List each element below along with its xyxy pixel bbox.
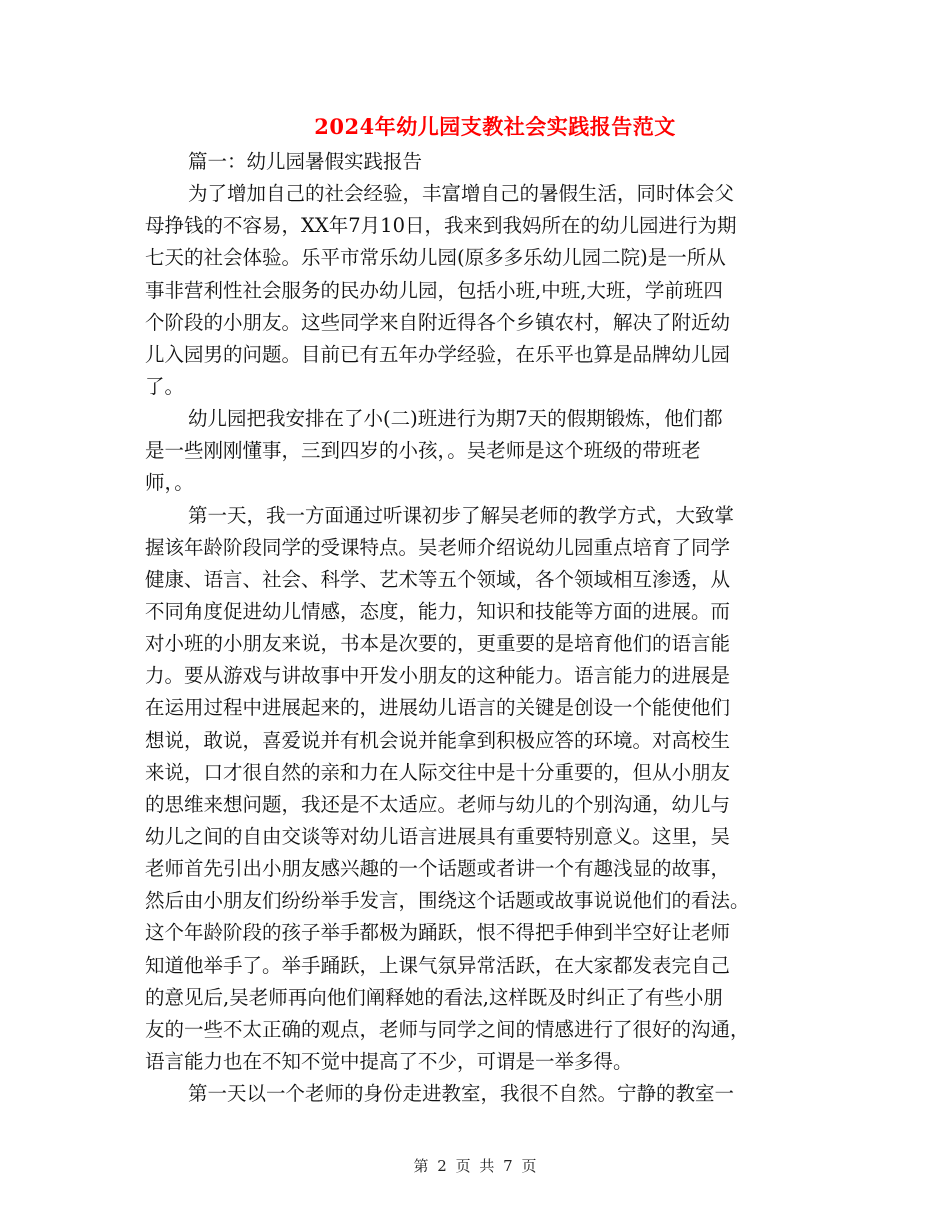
- text-line: 幼儿之间的自由交谈等对幼儿语言进展具有重要特别意义。这里，吴: [145, 824, 731, 848]
- text-line: 幼儿园把我安排在了小(二)班进行为期7天的假期锻炼，他们都: [188, 407, 723, 431]
- text-line: 对小班的小朋友来说，书本是次要的，更重要的是培育他们的语言能: [145, 632, 731, 656]
- text-line: 来说，口才很自然的亲和力在人际交往中是十分重要的，但从小朋友: [145, 760, 731, 784]
- text-line: 友的一些不太正确的观点，老师与同学之间的情感进行了很好的沟通，: [145, 1017, 750, 1041]
- text-line: 七天的社会体验。乐平市常乐幼儿园(原多多乐幼儿园二院)是一所从: [145, 246, 726, 270]
- text-line: 老师首先引出小朋友感兴趣的一个话题或者讲一个有趣浅显的故事，: [145, 857, 731, 881]
- page-footer: 第 2 页 共 7 页: [413, 1157, 537, 1175]
- text-line: 健康、语言、社会、科学、艺术等五个领域，各个领域相互渗透，从: [145, 567, 731, 591]
- text-line: 第一天，我一方面通过听课初步了解吴老师的教学方式，大致掌: [188, 503, 735, 527]
- text-line: 的思维来想问题，我还是不太适应。老师与幼儿的个别沟通，幼儿与: [145, 792, 731, 816]
- text-line: 为了增加自己的社会经验，丰富增自己的暑假生活，同时体会父: [188, 182, 735, 206]
- text-line: 力。要从游戏与讲故事中开发小朋友的这种能力。语言能力的进展是: [145, 664, 731, 688]
- text-line: 篇一：幼儿园暑假实践报告: [188, 150, 423, 173]
- text-line: 儿入园男的问题。目前已有五年办学经验，在乐平也算是品牌幼儿园: [145, 342, 731, 366]
- text-line: 是一些刚刚懂事，三到四岁的小孩，。吴老师是这个班级的带班老: [145, 439, 701, 463]
- text-line: 事非营利性社会服务的民办幼儿园，包括小班,中班,大班，学前班四: [145, 278, 723, 302]
- text-line: 这个年龄阶段的孩子举手都极为踊跃，恨不得把手伸到半空好让老师: [145, 921, 731, 945]
- text-line: 知道他举手了。举手踊跃，上课气氛异常活跃，在大家都发表完自己: [145, 953, 731, 977]
- text-line: 的意见后,吴老师再向他们阐释她的看法,这样既及时纠正了有些小朋: [145, 985, 723, 1009]
- text-line: 个阶段的小朋友。这些同学来自附近得各个乡镇农村，解决了附近幼: [145, 310, 731, 334]
- text-line: 握该年龄阶段同学的受课特点。吴老师介绍说幼儿园重点培育了同学: [145, 535, 731, 559]
- text-line: 母挣钱的不容易，XX年7月10日，我来到我妈所在的幼儿园进行为期: [145, 214, 737, 238]
- document-title: 2024年幼儿园支教社会实践报告范文: [314, 114, 676, 139]
- text-line: 语言能力也在不知不觉中提高了不少，可谓是一举多得。: [145, 1049, 633, 1073]
- text-line: 然后由小朋友们纷纷举手发言，围绕这个话题或故事说说他们的看法。: [145, 889, 750, 913]
- text-line: 第一天以一个老师的身份走进教室，我很不自然。宁静的教室一: [188, 1082, 735, 1106]
- text-line: 不同角度促进幼儿情感，态度，能力，知识和技能等方面的进展。而: [145, 599, 731, 623]
- document-body: [145, 146, 805, 1110]
- text-line: 想说，敢说，喜爱说并有机会说并能拿到积极应答的环境。对高校生: [145, 728, 731, 752]
- text-line: 师，。: [145, 471, 194, 495]
- text-line: 在运用过程中进展起来的，进展幼儿语言的关键是创设一个能使他们: [145, 696, 731, 720]
- text-line: 了。: [145, 374, 185, 398]
